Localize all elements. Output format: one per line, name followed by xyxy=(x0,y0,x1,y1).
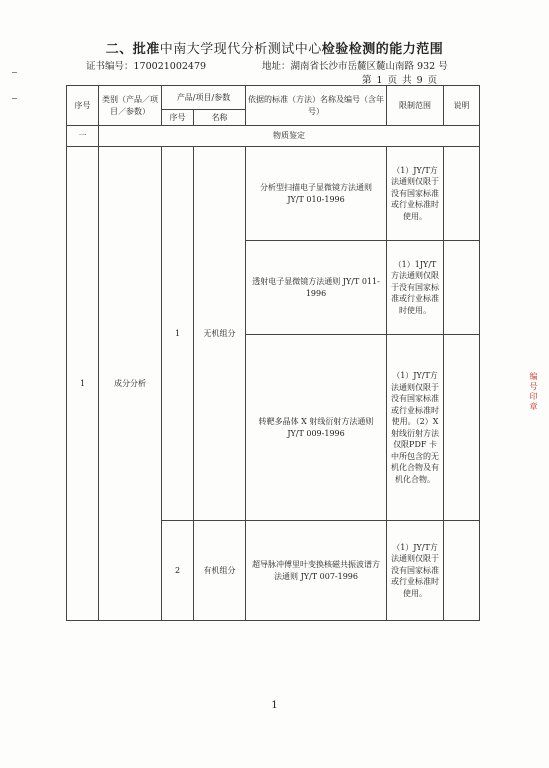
title-prefix: 二、批准 xyxy=(105,42,160,57)
section-seq: 一 xyxy=(67,126,99,147)
cert-label: 证书编号： xyxy=(86,61,134,72)
header-product-group: 产品/项目/参数 xyxy=(162,86,246,110)
table-row xyxy=(67,147,480,241)
limit-cell: （1）JY/T方法通则仅限于没有国家标准或行业标准时使用。（2）X射线衍射方法仅限PDF 卡中所包含的无机化合物及有机化合物。 xyxy=(387,335,444,521)
group-name: 无机组分 xyxy=(194,147,246,521)
header-note: 说明 xyxy=(444,86,480,126)
header-row xyxy=(67,86,480,110)
note-cell xyxy=(444,147,480,241)
standard-cell: 超导脉冲傅里叶变换核磁共振波谱方法通则 JY/T 007-1996 xyxy=(246,521,387,621)
group-seq: 2 xyxy=(162,521,194,621)
standard-cell: 分析型扫描电子显微镜方法通则 JY/T 010-1996 xyxy=(246,147,387,241)
limit-cell: （1）1JY/T方法通则仅限于没有国家标准或行业标准时使用。 xyxy=(387,241,444,335)
group-seq: 1 xyxy=(162,147,194,521)
header-seq: 序号 xyxy=(67,86,99,126)
address-label: 地址： xyxy=(262,61,291,72)
standard-cell: 透射电子显微镜方法通则 JY/T 011-1996 xyxy=(246,241,387,335)
address-value: 湖南省长沙市岳麓区麓山南路 932 号 xyxy=(290,61,448,72)
section-title: 物质鉴定 xyxy=(99,126,480,147)
header-sub-seq: 序号 xyxy=(162,110,194,126)
row-category: 成分分析 xyxy=(99,147,162,621)
row-seq: 1 xyxy=(67,147,99,621)
header-name: 名称 xyxy=(194,110,246,126)
standard-cell: 转靶多晶体 X 射线衍射方法通则 JY/T 009-1996 xyxy=(246,335,387,521)
page-info: 第 1 页 共 9 页 xyxy=(362,75,438,86)
margin-marks xyxy=(12,72,18,112)
header-category: 类别（产品／项目／参数） xyxy=(99,86,162,126)
capability-table xyxy=(66,85,480,621)
header-standard: 依据的标准（方法）名称及编号（含年号） xyxy=(246,86,387,126)
title-suffix: 检验检测的能力范围 xyxy=(321,42,444,57)
page-number: 1 xyxy=(271,700,278,711)
header-limit: 限制范围 xyxy=(387,86,444,126)
limit-cell: （1）JY/T方法通则仅限于没有国家标准或行业标准时使用。 xyxy=(387,147,444,241)
address xyxy=(262,58,448,72)
note-cell xyxy=(444,335,480,521)
note-cell xyxy=(444,521,480,621)
page-title xyxy=(0,38,549,57)
side-stamp: 编号印章 xyxy=(529,372,538,412)
cert-value: 170021002479 xyxy=(133,61,207,72)
limit-cell: （1）JY/T方法通则仅限于没有国家标准或行业标准时使用。 xyxy=(387,521,444,621)
title-main: 中南大学现代分析测试中心 xyxy=(159,42,322,57)
section-row xyxy=(67,126,480,147)
note-cell xyxy=(444,241,480,335)
group-name: 有机组分 xyxy=(194,521,246,621)
certificate-number xyxy=(86,58,206,72)
